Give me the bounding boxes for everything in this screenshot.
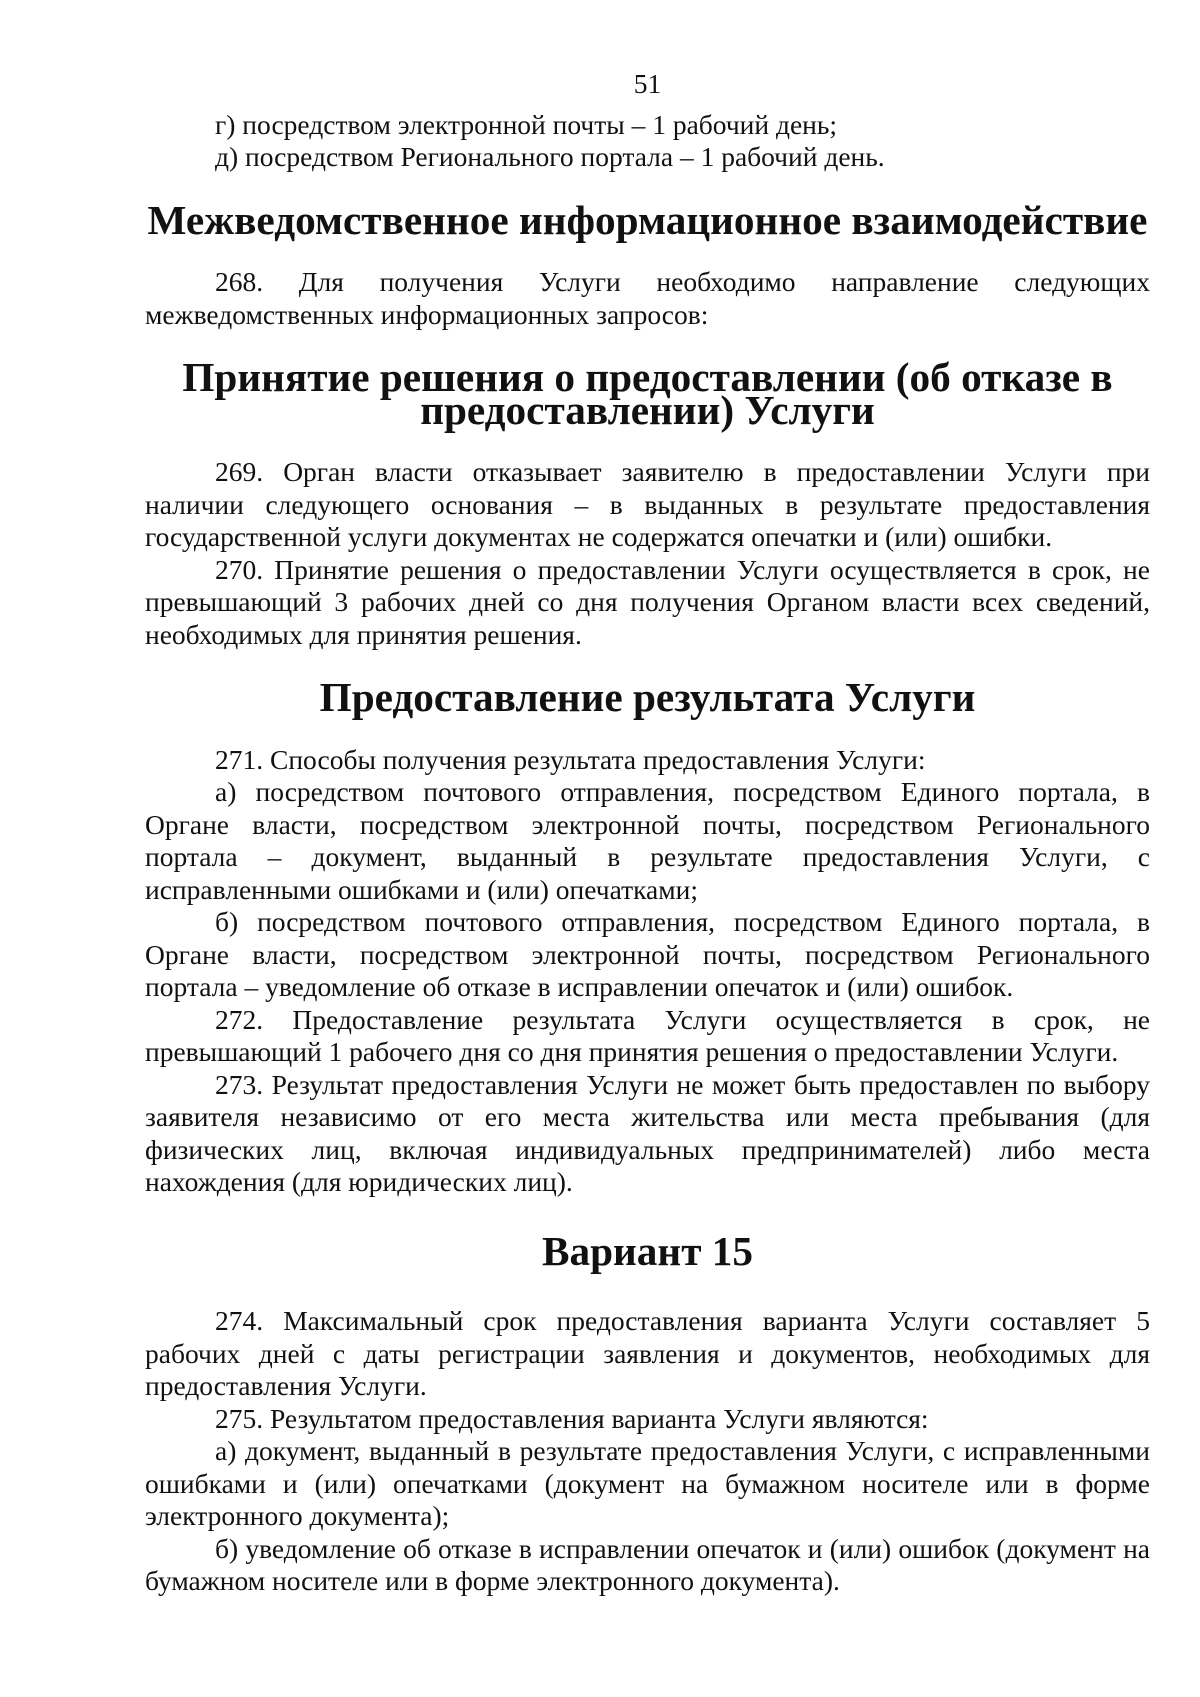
- paragraph-273: 273. Результат предоставления Услуги не может быть предоставлен по выбору заявителя независимо от его места жительства или места пребывания (для физических лиц, включая индивидуальных предпринимателей) либо места нахождения (для юридических лиц).: [145, 1068, 1150, 1197]
- paragraph-271a: а) посредством почтового отправления, посредством Единого портала, в Органе власти, посредством электронной почты, посредством Регионального портала – документ, выданный в результате предоставления Услуги, с исправленными ошибками и (или) опечатками;: [145, 776, 1150, 905]
- document-page: [145, 68, 1150, 1598]
- paragraph-268: 268. Для получения Услуги необходимо направление следующих межведомственных информационных запросов:: [145, 266, 1150, 330]
- section-heading-interagency: Межведомственное информационное взаимодействие: [147, 196, 1148, 243]
- page-number: 51: [633, 68, 662, 99]
- section-heading-decision: Принятие решения о предоставлении (об отказе в предоставлении) Услуги: [182, 354, 1113, 433]
- paragraph-271b: б) посредством почтового отправления, посредством Единого портала, в Органе власти, посредством электронной почты, посредством Регионального портала – уведомление об отказе в исправлении опечаток и (или) ошибок.: [145, 906, 1150, 1002]
- paragraph-item-g: г) посредством электронной почты – 1 рабочий день;: [215, 108, 838, 140]
- paragraph-275b: б) уведомление об отказе в исправлении опечаток и (или) ошибок (документ на бумажном носителе или в форме электронного документа).: [145, 1532, 1150, 1596]
- paragraph-271: 271. Способы получения результата предоставления Услуги:: [215, 743, 926, 775]
- paragraph-270: 270. Принятие решения о предоставлении Услуги осуществляется в срок, не превышающий 3 рабочих дней со дня получения Органом власти всех сведений, необходимых для принятия решения.: [145, 553, 1150, 650]
- paragraph-269: 269. Орган власти отказывает заявителю в предоставлении Услуги при наличии следующего основания – в выданных в результате предоставления государственной услуги документах не содержатся опечатки и (или) ошибки.: [145, 456, 1150, 552]
- paragraph-item-d: д) посредством Регионального портала – 1 рабочий день.: [215, 141, 885, 172]
- section-heading-variant-15: Вариант 15: [541, 1227, 754, 1274]
- paragraph-275: 275. Результатом предоставления варианта Услуги являются:: [215, 1402, 929, 1434]
- paragraph-272: 272. Предоставление результата Услуги осуществляется в срок, не превышающий 1 рабочего дня со дня принятия решения о предоставлении Услуги.: [145, 1003, 1150, 1067]
- paragraph-274: 274. Максимальный срок предоставления варианта Услуги составляет 5 рабочих дней с даты регистрации заявления и документов, необходимых для предоставления Услуги.: [145, 1305, 1150, 1401]
- section-heading-result: Предоставление результата Услуги: [319, 674, 976, 720]
- paragraph-275a: а) документ, выданный в результате предоставления Услуги, с исправленными ошибками и (или) опечатками (документ на бумажном носителе или в форме электронного документа);: [145, 1435, 1150, 1531]
